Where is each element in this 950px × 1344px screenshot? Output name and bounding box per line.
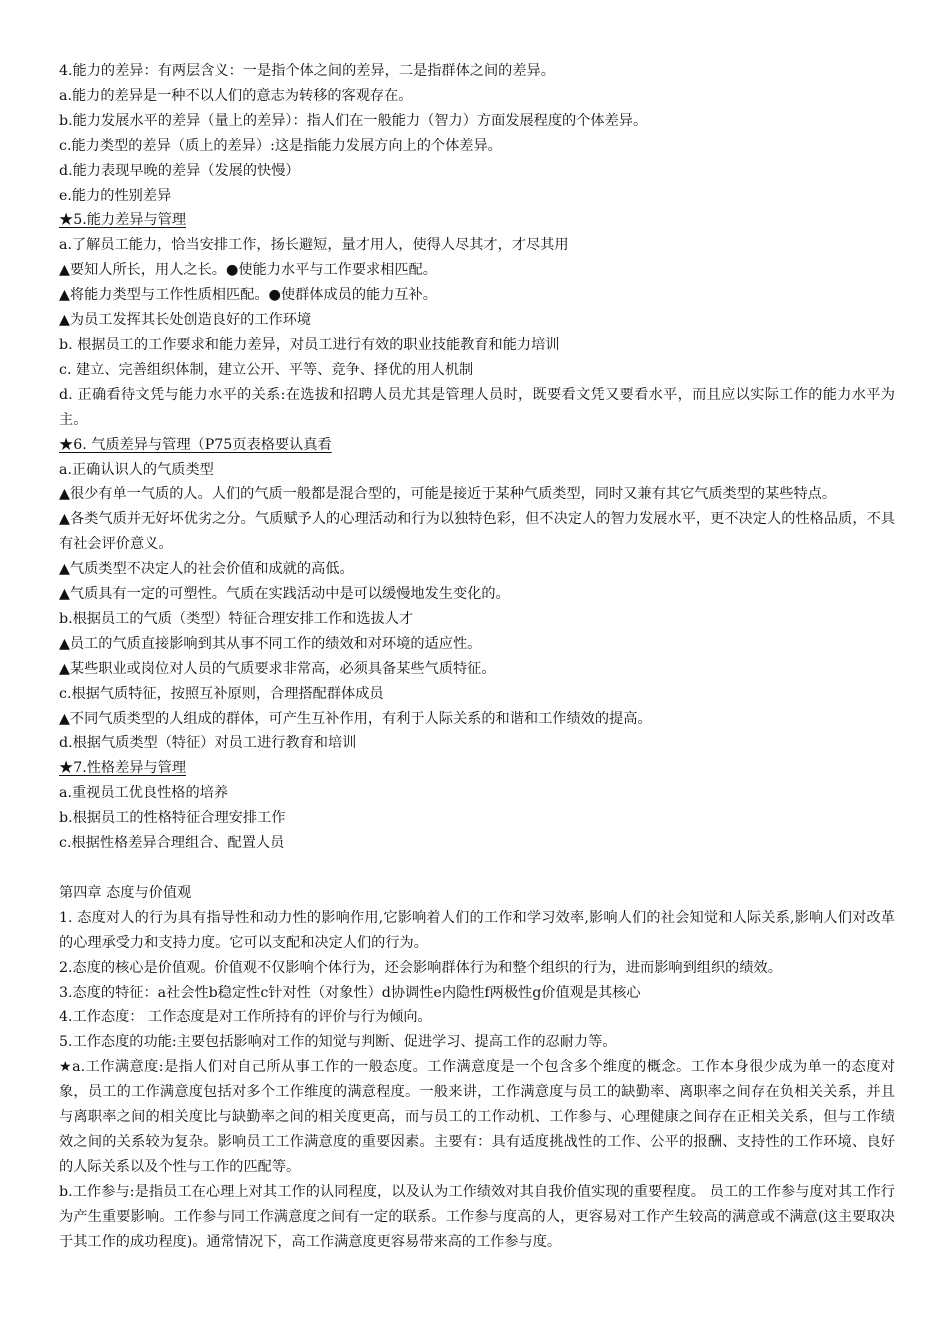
chapter-point-2: 2.态度的核心是价值观。价值观不仅影响个体行为，还会影响群体行为和整个组织的行为，进而影响到组织的绩效。	[59, 959, 782, 976]
chapter-point-1: 1. 态度对人的行为具有指导性和动力性的影响作用,它影响着人们的工作和学习效率,影响人们的社会知觉和人际关系,影响人们对改革的心理承受力和支持力度。它可以支配和决定人们的行为。	[59, 909, 895, 951]
chapter-point-4: 4.工作态度： 工作态度是对工作所持有的评价与行为倾向。	[59, 1009, 432, 1026]
temperament-tip-1: ▲很少有单一气质的人。人们的气质一般都是混合型的，可能是接近于某种气质类型，同时又兼有其它气质类型的某些特点。	[59, 486, 837, 503]
ability-difference-a: a.能力的差异是一种不以人们的意志为转移的客观存在。	[59, 87, 413, 104]
ability-management-heading: ★5.能力差异与管理	[59, 212, 187, 229]
ability-difference-title: 4.能力的差异：有两层含义：一是指个体之间的差异，二是指群体之间的差异。	[59, 63, 555, 79]
chapter-point-3: 3.态度的特征：a社会性b稳定性c针对性（对象性）d协调性e内隐性f两极性g价值观是其核心	[59, 984, 641, 1001]
job-satisfaction-paragraph: ★a.工作满意度:是指人们对自己所从事工作的一般态度。工作满意度是一个包含多个维度的概念。工作本身很少成为单一的态度对象，员工的工作满意度包括对多个工作维度的满意程度。一般来讲，工作满意度与员工的缺勤率、离职率之间存在负相关关系，并且与离职率之间的相关度比与缺勤率之间的相关度更高，而与员工的工作动机、工作参与、心理健康之间存在正相关关系，但与工作绩效之间的关系较为复杂。影响员工工作满意度的重要因素。主要有：具有适度挑战性的工作、公平的报酬、支持性的工作环境、良好的人际关系以及个性与工作的匹配等。	[59, 1059, 895, 1175]
ability-management-a: a.了解员工能力，恰当安排工作，扬长避短，量才用人，使得人尽其才，才尽其用	[59, 237, 569, 254]
temperament-tip-5: ▲员工的气质直接影响到其从事不同工作的绩效和对环境的适应性。	[59, 635, 482, 652]
ability-management-tip-1: ▲要知人所长，用人之长。●使能力水平与工作要求相匹配。	[59, 262, 437, 279]
temperament-tip-2: ▲各类气质并无好坏优劣之分。气质赋予人的心理活动和行为以独特色彩，但不决定人的智力发展水平，更不决定人的性格品质，不具有社会评价意义。	[59, 511, 895, 553]
ability-difference-c: c.能力类型的差异（质上的差异）:这是指能力发展方向上的个体差异。	[59, 137, 502, 154]
ability-management-b: b. 根据员工的工作要求和能力差异，对员工进行有效的职业技能教育和能力培训	[59, 336, 560, 353]
character-b: b.根据员工的性格特征合理安排工作	[59, 810, 286, 827]
temperament-management-heading: ★6. 气质差异与管理（P75页表格要认真看	[59, 436, 332, 453]
ability-difference-b: b.能力发展水平的差异（量上的差异）：指人们在一般能力（智力）方面发展程度的个体差异。	[59, 112, 648, 129]
character-a: a.重视员工优良性格的培养	[59, 785, 229, 802]
ability-management-tip-2: ▲将能力类型与工作性质相匹配。●使群体成员的能力互补。	[59, 287, 437, 304]
ability-difference-d: d.能力表现早晚的差异（发展的快慢）	[59, 162, 300, 179]
chapter-point-5: 5.工作态度的功能:主要包括影响对工作的知觉与判断、促进学习、提高工作的忍耐力等。	[59, 1034, 617, 1051]
ability-management-d: d. 正确看待文凭与能力水平的关系:在选拔和招聘人员尤其是管理人员时，既要看文凭又要看水平，而且应以实际工作的能力水平为主。	[59, 386, 895, 428]
temperament-tip-3: ▲气质类型不决定人的社会价值和成就的高低。	[59, 561, 354, 578]
section-spacer	[59, 856, 895, 881]
temperament-a: a.正确认识人的气质类型	[59, 461, 214, 478]
chapter-title: 第四章 态度与价值观	[59, 884, 192, 901]
temperament-tip-4: ▲气质具有一定的可塑性。气质在实践活动中是可以缓慢地发生变化的。	[59, 586, 510, 603]
character-management-heading: ★7.性格差异与管理	[59, 760, 187, 777]
character-c: c.根据性格差异合理组合、配置人员	[59, 835, 285, 852]
ability-management-tip-3: ▲为员工发挥其长处创造良好的工作环境	[59, 312, 312, 329]
job-involvement-paragraph: b.工作参与:是指员工在心理上对其工作的认同程度，以及认为工作绩效对其自我价值实现的重要程度。 员工的工作参与度对其工作行为产生重要影响。工作参与同工作满意度之间有一定的联系。工作参与度高的人，更容易对工作产生较高的满意或不满意(这主要取决于其工作的成功程度)。通常情况下，高工作满意度更容易带来高的工作参与度。	[59, 1183, 895, 1250]
ability-management-c: c. 建立、完善组织体制，建立公开、平等、竞争、择优的用人机制	[59, 361, 474, 378]
temperament-c: c.根据气质特征，按照互补原则，合理搭配群体成员	[59, 685, 384, 702]
temperament-d: d.根据气质类型（特征）对员工进行教育和培训	[59, 735, 357, 752]
temperament-tip-6: ▲某些职业或岗位对人员的气质要求非常高，必须具备某些气质特征。	[59, 660, 496, 677]
temperament-b: b.根据员工的气质（类型）特征合理安排工作和选拔人才	[59, 610, 414, 627]
ability-difference-e: e.能力的性别差异	[59, 187, 172, 204]
temperament-tip-7: ▲不同气质类型的人组成的群体，可产生互补作用，有利于人际关系的和谐和工作绩效的提高。	[59, 710, 652, 727]
